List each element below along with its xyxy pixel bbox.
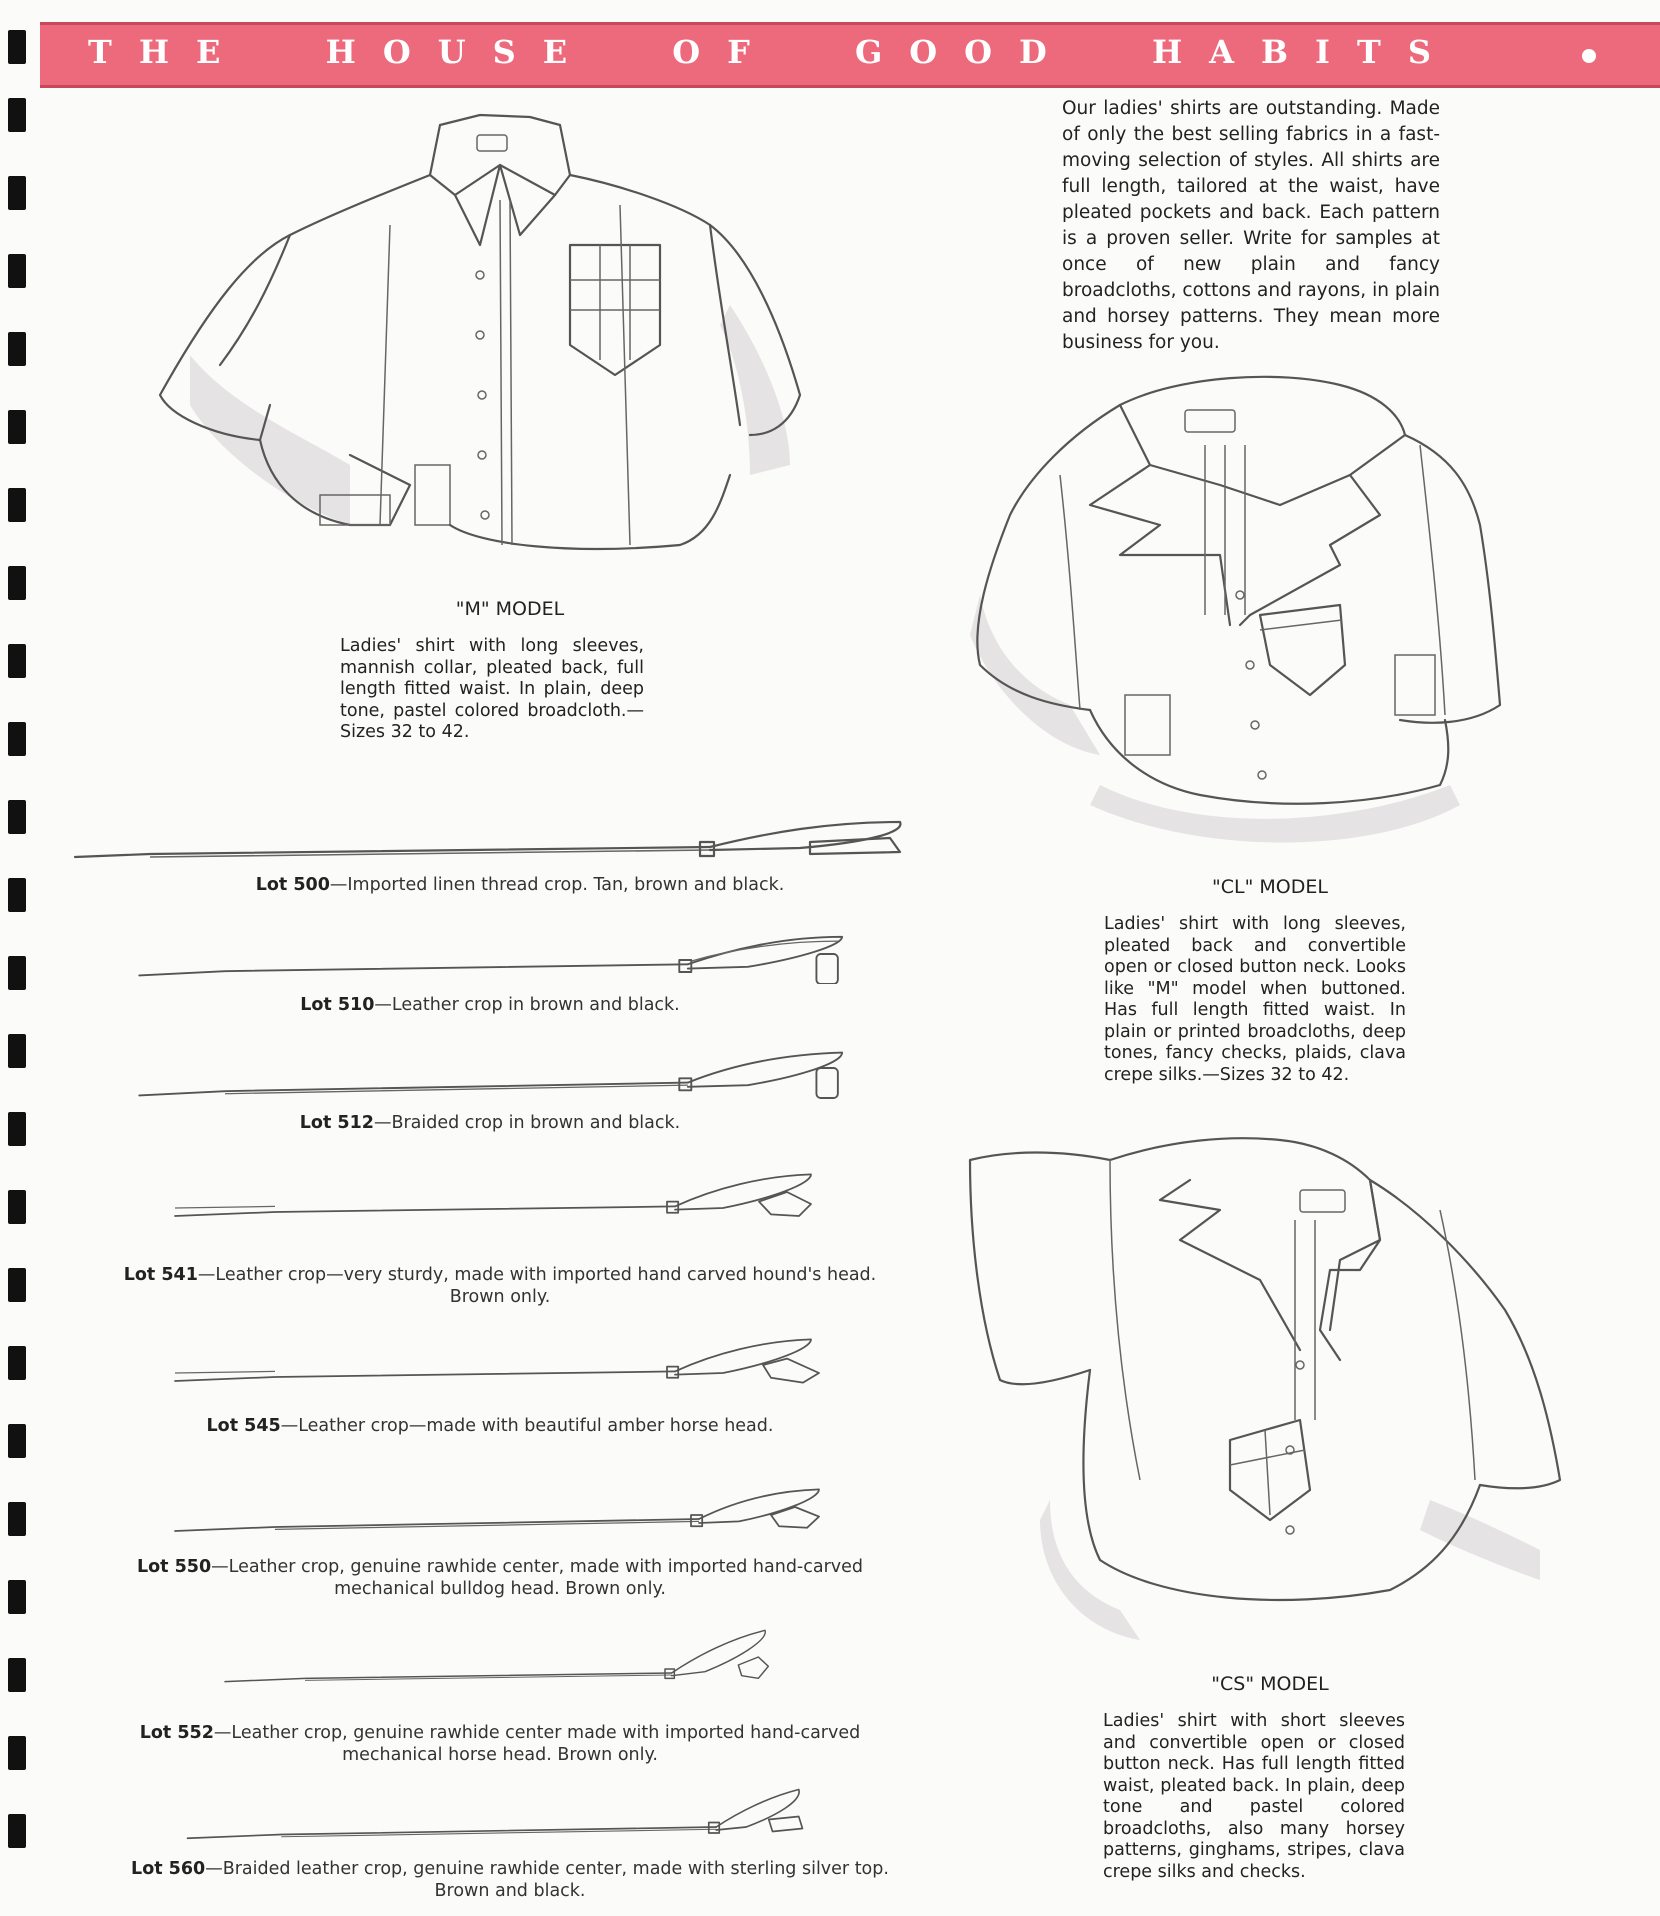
crop-500-caption xyxy=(140,874,900,896)
crop-description: —Leather crop—very sturdy, made with imported hand carved hound's head. xyxy=(197,1265,877,1285)
binding-hole xyxy=(8,956,26,990)
crop-description-line2: mechanical bulldog head. Brown only. xyxy=(334,1579,666,1599)
crop-description: —Braided leather crop, genuine rawhide center, made with sterling silver top. xyxy=(205,1859,889,1879)
cs-model-description: Ladies' shirt with short sleeves and convertible open or closed button neck. Has full length fitted waist, pleated back. In plain, deep tone and pastel colored broadcloths, also many horsey patterns, ginghams, stripes, clava crepe silks and checks. xyxy=(1103,1711,1405,1882)
banner-dot-icon xyxy=(1582,49,1596,63)
header-banner xyxy=(40,22,1660,88)
crop-550-caption xyxy=(120,1556,880,1600)
crop-545-illustration xyxy=(70,1325,920,1385)
binding-hole xyxy=(8,1580,26,1614)
crop-description: —Leather crop in brown and black. xyxy=(374,995,680,1015)
crop-description-line2: Brown and black. xyxy=(434,1881,586,1901)
binding-hole xyxy=(8,176,26,210)
crop-512-caption xyxy=(230,1112,750,1134)
banner-title: THE HOUSE OF GOOD HABITS xyxy=(88,33,1458,71)
crop-552-caption xyxy=(120,1722,880,1766)
binding-hole xyxy=(8,1814,26,1848)
binding-hole xyxy=(8,1502,26,1536)
cl-model-shirt-illustration xyxy=(950,365,1550,885)
binding-hole xyxy=(8,722,26,756)
binding-hole xyxy=(8,1112,26,1146)
crop-lot-number: Lot 560 xyxy=(131,1859,206,1879)
binding-hole xyxy=(8,98,26,132)
binding-hole xyxy=(8,800,26,834)
crop-description: —Leather crop—made with beautiful amber horse head. xyxy=(280,1416,774,1436)
crop-description: —Braided crop in brown and black. xyxy=(373,1113,681,1133)
crop-description: —Leather crop, genuine rawhide center made with imported hand-carved xyxy=(213,1723,861,1743)
crop-500-illustration xyxy=(70,812,920,872)
binding-hole xyxy=(8,1034,26,1068)
crop-552-illustration xyxy=(70,1625,920,1685)
crop-lot-number: Lot 512 xyxy=(299,1113,374,1133)
binding-hole xyxy=(8,1190,26,1224)
crop-lot-number: Lot 545 xyxy=(206,1416,281,1436)
crop-description: —Leather crop, genuine rawhide center, made with imported hand-carved xyxy=(211,1557,864,1577)
crop-541-caption xyxy=(100,1264,900,1308)
cl-model-description: Ladies' shirt with long sleeves, pleated back and convertible open or closed button neck. Looks like "M" model when buttoned. Has full length fitted waist. In plain or printed broadcloths, deep tones, fancy checks, plaids, clava crepe silks.—Sizes 32 to 42. xyxy=(1104,914,1406,1085)
crop-description-line2: mechanical horse head. Brown only. xyxy=(342,1745,658,1765)
spiral-binding xyxy=(0,0,34,1916)
binding-hole xyxy=(8,1658,26,1692)
binding-hole xyxy=(8,30,26,64)
crop-description: —Imported linen thread crop. Tan, brown and black. xyxy=(329,875,785,895)
binding-hole xyxy=(8,1268,26,1302)
crop-545-caption xyxy=(180,1415,800,1437)
binding-hole xyxy=(8,644,26,678)
crop-560-caption xyxy=(120,1858,900,1902)
crop-510-illustration xyxy=(70,924,920,984)
binding-hole xyxy=(8,566,26,600)
crop-lot-number: Lot 552 xyxy=(139,1723,214,1743)
crop-lot-number: Lot 541 xyxy=(123,1265,198,1285)
intro-paragraph: Our ladies' shirts are outstanding. Made of only the best selling fabrics in a fast-moving selection of styles. All shirts are full length, tailored at the waist, have pleated pockets and back. Each pattern is a proven seller. Write for samples at once of new plain and fancy broadcloths, cottons and rayons, in plain and horsey patterns. They mean more business for you. xyxy=(1062,98,1440,353)
binding-hole xyxy=(8,254,26,288)
crop-510-caption xyxy=(230,994,750,1016)
cs-model-shirt-illustration xyxy=(960,1120,1570,1670)
crop-lot-number: Lot 510 xyxy=(300,995,375,1015)
crop-560-illustration xyxy=(70,1782,920,1842)
cl-model-title: "CL" MODEL xyxy=(1212,876,1328,898)
m-model-shirt-illustration xyxy=(150,105,870,575)
m-model-title: "M" MODEL xyxy=(455,598,565,620)
binding-hole xyxy=(8,1424,26,1458)
crop-512-illustration xyxy=(70,1044,920,1104)
binding-hole xyxy=(8,1346,26,1380)
crop-541-illustration xyxy=(70,1160,920,1220)
m-model-description: Ladies' shirt with long sleeves, mannish collar, pleated back, full length fitted waist. In plain, deep tone, pastel colored broadcloth.—Sizes 32 to 42. xyxy=(340,636,644,742)
binding-hole xyxy=(8,488,26,522)
binding-hole xyxy=(8,332,26,366)
crop-lot-number: Lot 550 xyxy=(136,1557,212,1577)
crop-lot-number: Lot 500 xyxy=(255,875,330,895)
crop-550-illustration xyxy=(70,1475,920,1535)
binding-hole xyxy=(8,410,26,444)
binding-hole xyxy=(8,878,26,912)
crop-description-line2: Brown only. xyxy=(449,1287,551,1307)
cs-model-title: "CS" MODEL xyxy=(1211,1673,1329,1695)
binding-hole xyxy=(8,1736,26,1770)
